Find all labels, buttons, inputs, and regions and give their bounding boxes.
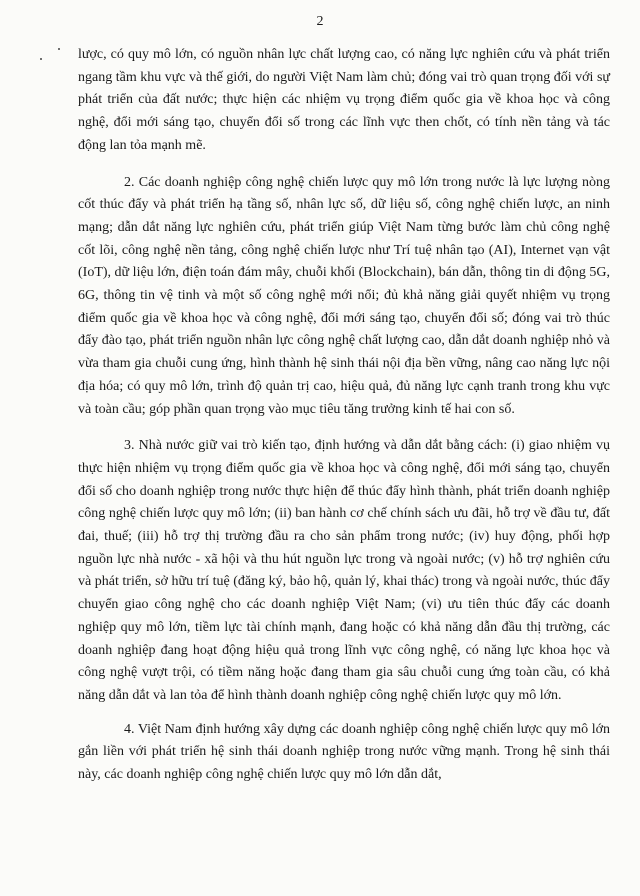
page-number: 2 — [316, 14, 324, 29]
paragraph-continuation: lược, có quy mô lớn, có nguồn nhân lực chất lượng cao, có năng lực nghiên cứu và phát triển ngang tầm khu vực và thế giới, do người Việt Nam làm chủ; đóng vai trò quan trọng đối với sự phát triển của đất nước; thực hiện các nhiệm vụ trọng điểm quốc gia về khoa học và công nghệ, đổi mới sáng tạo, chuyển đổi số trong các lĩnh vực then chốt, có tính nền tảng và tác động lan tỏa mạnh mẽ. — [78, 47, 610, 153]
paragraph-4: 4. Việt Nam định hướng xây dựng các doanh nghiệp công nghệ chiến lược quy mô lớn gắn liền với phát triển hệ sinh thái doanh nghiệp trong nước vững mạnh. Trong hệ sinh thái này, các doanh nghiệp công nghệ chiến lược quy mô lớn dẫn dắt, — [78, 721, 610, 783]
document-body — [78, 44, 610, 787]
paragraph-2: 2. Các doanh nghiệp công nghệ chiến lược quy mô lớn trong nước là lực lượng nòng cốt thúc đẩy và phát triển hạ tầng số, nhân lực số, dữ liệu số, công nghệ chiến lược, an ninh mạng; dẫn dắt năng lực nghiên cứu, phát triển giúp Việt Nam từng bước làm chủ công nghệ cốt lõi, công nghệ nền tảng, công nghệ chiến lược như Trí tuệ nhân tạo (AI), Internet vạn vật (IoT), dữ liệu lớn, điện toán đám mây, chuỗi khối (Blockchain), bán dẫn, thông tin di động 5G, 6G, thông tin vệ tinh và một số công nghệ mới nổi; đủ khả năng giải quyết nhiệm vụ trọng điểm quốc gia về khoa học và công nghệ, đổi mới sáng tạo, chuyển đổi số; đóng vai trò thúc đẩy đào tạo, phát triển nguồn nhân lực công nghệ chất lượng cao, dẫn dắt doanh nghiệp nhỏ và vừa tham gia chuỗi cung ứng, hình thành hệ sinh thái nội địa bền vững, nâng cao năng lực nội địa hóa; có quy mô lớn, trình độ quản trị cao, hiệu quả, đủ năng lực cạnh tranh trong khu vực và toàn cầu; góp phần quan trọng vào mục tiêu tăng trưởng kinh tế hai con số. — [78, 174, 610, 417]
scan-speck — [40, 58, 42, 60]
scan-speck — [58, 48, 60, 50]
paragraph-3: 3. Nhà nước giữ vai trò kiến tạo, định hướng và dẫn dắt bằng cách: (i) giao nhiệm vụ thực hiện nhiệm vụ trọng điểm quốc gia về khoa học và công nghệ, đổi mới sáng tạo, chuyển đổi số cho doanh nghiệp trong nước thực hiện để thúc đẩy hình thành, phát triển doanh nghiệp công nghệ chiến lược quy mô lớn; (ii) ban hành cơ chế chính sách ưu đãi, hỗ trợ về đầu tư, đất đai, thuế; (iii) hỗ trợ thị trường đầu ra cho sản phẩm trong nước; (iv) huy động, phối hợp nguồn lực nhà nước - xã hội và thu hút nguồn lực trong và ngoài nước; (v) hỗ trợ nghiên cứu và phát triển, sở hữu trí tuệ (đăng ký, bảo hộ, quản lý, khai thác) trong và ngoài nước, thúc đẩy chuyển giao công nghệ cho các doanh nghiệp Việt Nam; (vi) ưu tiên thúc đẩy các doanh nghiệp quy mô lớn, tiềm lực tài chính mạnh, đang hoặc có khả năng dẫn đầu thị trường, các doanh nghiệp đang hoạt động hiệu quả trong lĩnh vực công nghệ, có năng lực khoa học và công nghệ vượt trội, có tiềm năng hoặc đang tham gia sâu chuỗi cung ứng toàn cầu, có khả năng dẫn dắt và lan tỏa để hình thành doanh nghiệp công nghệ chiến lược quy mô lớn. — [78, 438, 610, 703]
